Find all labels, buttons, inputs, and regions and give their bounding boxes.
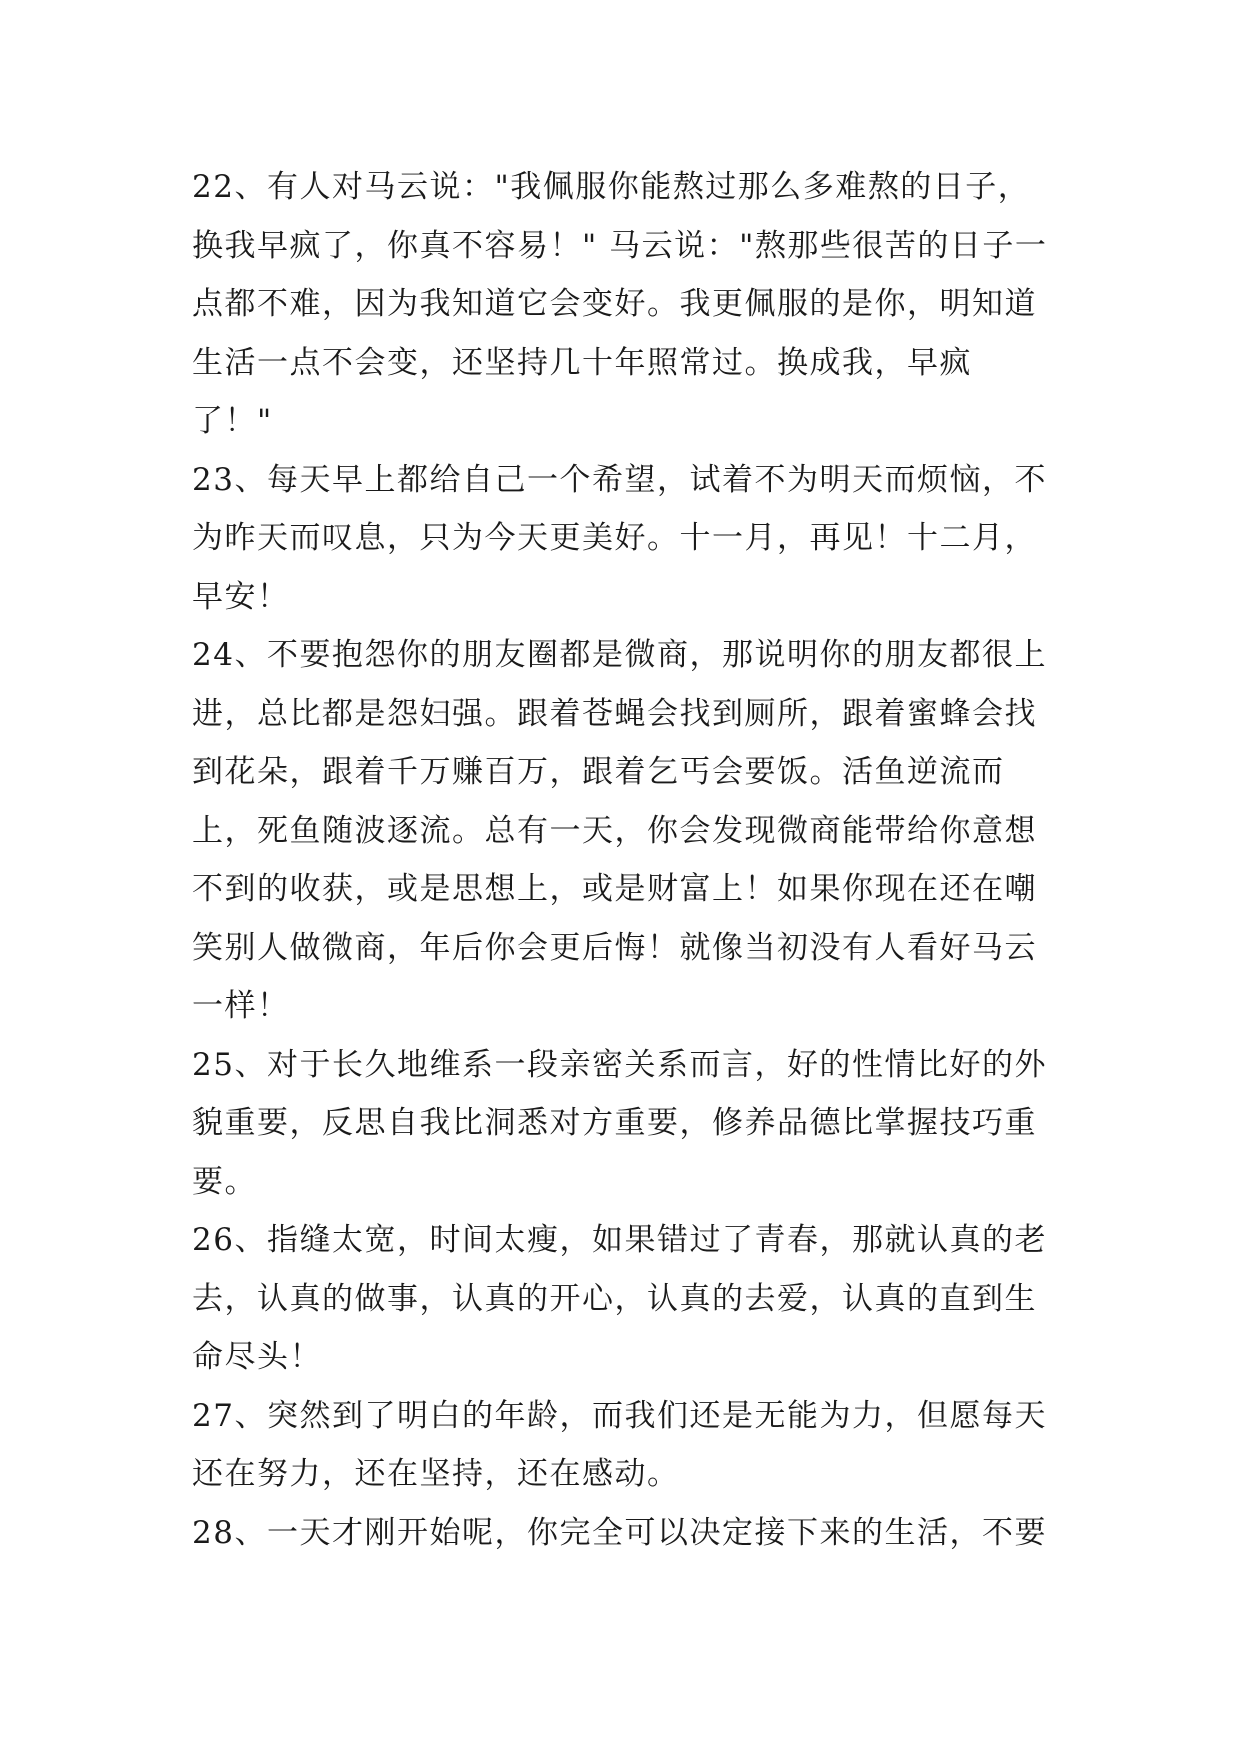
document-body xyxy=(192,158,1052,1562)
paragraph-27: 27、突然到了明白的年龄，而我们还是无能为力，但愿每天还在努力，还在坚持，还在感动。 xyxy=(192,1397,1047,1492)
paragraph-25: 25、对于长久地维系一段亲密关系而言，好的性情比好的外貌重要，反思自我比洞悉对方重要，修养品德比掌握技巧重要。 xyxy=(192,1046,1047,1200)
paragraph-24: 24、不要抱怨你的朋友圈都是微商，那说明你的朋友都很上进，总比都是怨妇强。跟着苍蝇会找到厕所，跟着蜜蜂会找到花朵，跟着千万赚百万，跟着乞丐会要饭。活鱼逆流而上，死鱼随波逐流。总有一天，你会发现微商能带给你意想不到的收获，或是思想上，或是财富上！如果你现在还在嘲笑别人做微商，年后你会更后悔！就像当初没有人看好马云一样！ xyxy=(192,637,1047,1024)
paragraph-26: 26、指缝太宽，时间太瘦，如果错过了青春，那就认真的老去，认真的做事，认真的开心，认真的去爱，认真的直到生命尽头！ xyxy=(192,1222,1047,1375)
paragraph-28: 28、一天才刚开始呢，你完全可以决定接下来的生活，不要 xyxy=(192,1514,1047,1551)
paragraph-23: 23、每天早上都给自己一个希望，试着不为明天而烦恼，不为昨天而叹息，只为今天更美好。十一月，再见！十二月，早安！ xyxy=(192,461,1047,615)
paragraph-22: 22、有人对马云说："我佩服你能熬过那么多难熬的日子，换我早疯了，你真不容易！" 马云说："熬那些很苦的日子一点都不难，因为我知道它会变好。我更佩服的是你，明知道生活一点不会变，还坚持几十年照常过。换成我，早疯了！" xyxy=(192,169,1048,439)
